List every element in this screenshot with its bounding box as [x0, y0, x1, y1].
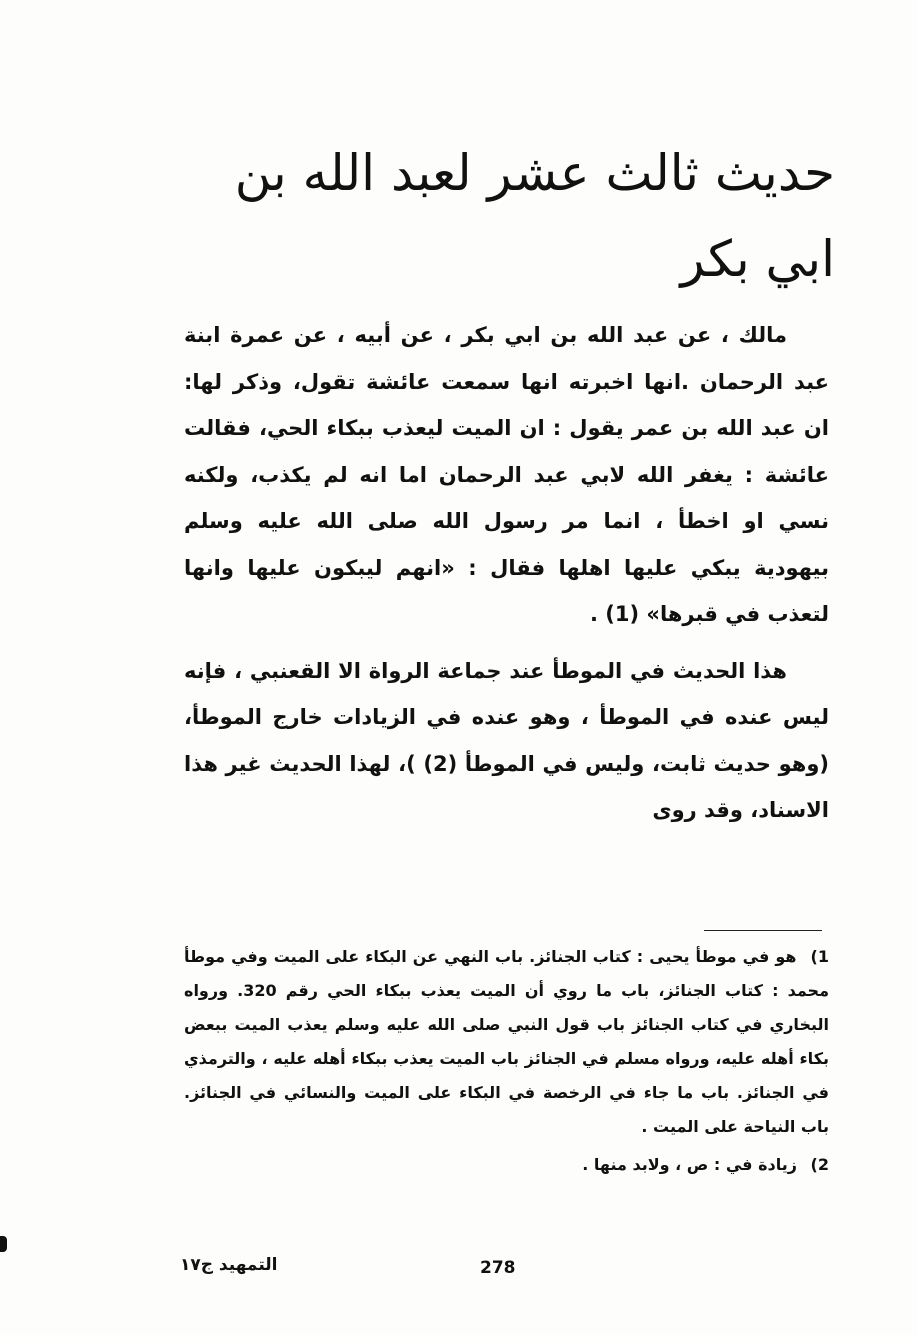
hadith-title	[175, 130, 835, 302]
footnote-1-marker: 1)	[810, 947, 829, 966]
footnote-divider	[704, 930, 822, 931]
paragraph-commentary: هذا الحديث في الموطأ عند جماعة الرواة الا القعنبي ، فإنه ليس عنده في الموطأ ، وهو عنده في الزيادات خارج الموطأ، (وهو حديث ثابت، وليس في الموطأ (2) )، لهذا الحديث غير هذا الاسناد، وقد روى	[184, 658, 829, 822]
running-footer: التمهيد ج١٧	[180, 1255, 278, 1275]
footnote-2-marker: 2)	[810, 1155, 829, 1174]
title-line-2: ابي بكر	[680, 230, 835, 288]
title-line-1: حديث ثالث عشر لعبد الله بن	[234, 144, 835, 202]
scan-edge-mark	[0, 1236, 7, 1252]
footnote-1	[184, 940, 829, 1144]
main-text	[184, 312, 829, 834]
footnote-1-text: هو في موطأ يحيى : كتاب الجنائز. باب النهي عن البكاء على الميت وفي موطأ محمد : كتاب الجنائز، باب ما روي أن الميت يعذب ببكاء الحي رقم 320. ورواه البخاري في كتاب الجنائز باب قول النبي صلى الله عليه وسلم يعذب الميت ببعض بكاء أهله عليه، ورواه مسلم في الجنائز باب الميت يعذب ببكاء أهله عليه ، والترمذي في الجنائز. باب ما جاء في الرخصة في البكاء على الميت والنسائي في الجنائز. باب النياحة على الميت .	[184, 947, 829, 1136]
paragraph-hadith: مالك ، عن عبد الله بن ابي بكر ، عن أبيه ، عن عمرة ابنة عبد الرحمان .انها اخبرته انها سمعت عائشة تقول، وذكر لها: ان عبد الله بن عمر يقول : ان الميت ليعذب ببكاء الحي، فقالت عائشة : يغفر الله لابي عبد الرحمان اما انه لم يكذب، ولكنه نسي او اخطأ ، انما مر رسول الله صلى الله عليه وسلم بيهودية يبكي عليها اهلها فقال : «انهم ليبكون عليها وانها لتعذب في قبرها» (1) .	[184, 323, 829, 626]
page-number: 278	[480, 1258, 516, 1278]
footnotes	[184, 940, 829, 1182]
footnote-2-text: زيادة في : ص ، ولابد منها .	[582, 1155, 797, 1174]
footnote-2	[184, 1148, 829, 1182]
